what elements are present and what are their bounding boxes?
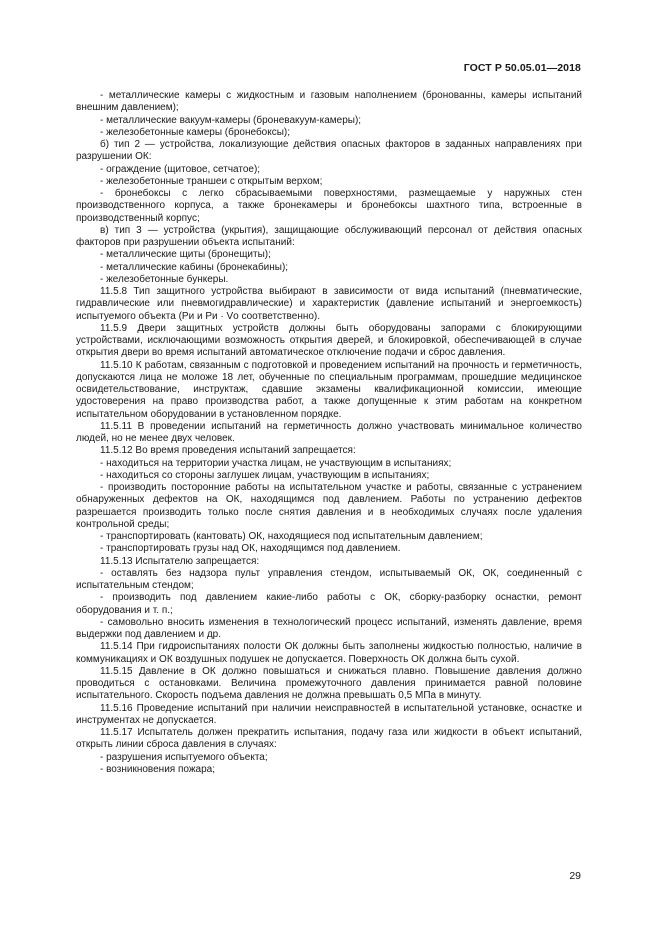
paragraph: 11.5.14 При гидроиспытаниях полости ОК должны быть заполнены жидкостью полностью, наличие в коммуникациях и ОК воздушных подушек не допускается. Поверхность ОК должна быть сухой. [76, 641, 582, 665]
paragraph: - железобетонные траншеи с открытым верхом; [100, 175, 323, 187]
paragraph: - бронебоксы с легко сбрасываемыми поверхностями, размещаемые у наружных стен производственного корпуса, а также бронекамеры и бронебоксы шахтного типа, встроенные в производственный корпус; [76, 188, 582, 224]
paragraph: - металлические вакуум-камеры (броневакуум-камеры); [100, 114, 362, 126]
paragraph: 11.5.13 Испытателю запрещается: [100, 555, 260, 567]
paragraph: 11.5.8 Тип защитного устройства выбирают в зависимости от вида испытаний (пневматические, гидравлические или пневмогидравлические) и характеристик (давление испытаний и энергоемкость) испытуемого объекта (Pи и Pи · Vо соответственно). [76, 286, 582, 322]
paragraph: - транспортировать (кантовать) ОК, находящиеся под испытательным давлением; [100, 531, 483, 542]
paragraph: - находиться на территории участка лицам, не участвующим в испытаниях; [100, 457, 452, 469]
paragraph: 11.5.10 К работам, связанным с подготовкой и проведением испытаний на прочность и герметичность, допускаются лица не моложе 18 лет, обученные по специальным программам, прошедшие медицинское освидетельствование, инструктаж, сдавшие экзамены квалификационной комиссии, имеющие удостоверения на право производства работ, а также допущенные к этим работам на конкретном испытательном оборудовании в установленном порядке. [76, 359, 582, 420]
paragraph: - металлические щиты (бронещиты); [100, 249, 271, 261]
paragraph: - оставлять без надзора пульт управления стендом, испытываемый ОК, ОК, соединенный с испытательным стендом; [76, 567, 582, 591]
paragraph: 11.5.17 Испытатель должен прекратить испытания, подачу газа или жидкости в объект испытаний, открыть линии сброса давления в случаях: [76, 727, 582, 751]
document-body [76, 90, 582, 776]
paragraph: - железобетонные бункеры. [100, 273, 229, 285]
paragraph: 11.5.12 Во время проведения испытаний запрещается: [100, 445, 356, 457]
paragraph: - ограждение (щитовое, сетчатое); [100, 163, 261, 175]
paragraph: - железобетонные камеры (бронебоксы); [100, 126, 291, 138]
paragraph: - находиться со стороны заглушек лицам, участвующим в испытаниях; [100, 469, 430, 481]
paragraph: - самовольно вносить изменения в технологический процесс испытаний, изменять давление, время выдержки под давлением и др. [76, 616, 582, 640]
paragraph: - производить под давлением какие-либо работы с ОК, сборку-разборку оснастки, ремонт оборудования и т. п.; [76, 592, 582, 616]
paragraph: - возникновения пожара; [100, 763, 215, 775]
paragraph: - металлические кабины (бронекабины); [100, 261, 289, 273]
page-number: 29 [569, 870, 581, 882]
paragraph: б) тип 2 — устройства, локализующие действия опасных факторов в заданных направлениях при разрушении ОК: [76, 139, 582, 163]
paragraph: - металлические камеры с жидкостным и газовым наполнением (бронованны, камеры испытаний внешним давлением); [76, 90, 582, 114]
paragraph: 11.5.9 Двери защитных устройств должны быть оборудованы запорами с блокирующими устройствами, исключающими возможность открытия дверей, и блокировкой, обеспечивающей в случае открытия двери во время испытаний автоматическое отключение подачи и сброс давления. [76, 322, 582, 359]
paragraph: - производить посторонние работы на испытательном участке и работы, связанные с устранением обнаруженных дефектов на ОК, находящимся под давлением. Работы по устранению дефектов разрешается производить только после снятия давления и в необходимых случаях после удаления контрольной среды; [76, 482, 582, 530]
paragraph: 11.5.15 Давление в ОК должно повышаться и снижаться плавно. Повышение давления должно проводиться с остановками. Величина промежуточного давления принимается равной половине испытательного. Скорость подъема давления не должна превышать 0,5 МПа в минуту. [76, 665, 582, 702]
paragraph: - разрушения испытуемого объекта; [100, 751, 268, 763]
paragraph: 11.5.11 В проведении испытаний на герметичность должно участвовать минимальное количество людей, но не менее двух человек. [76, 420, 582, 444]
paragraph: - транспортировать грузы над ОК, находящимся под давлением. [100, 543, 401, 555]
paragraph: в) тип 3 — устройства (укрытия), защищающие обслуживающий персонал от действия опасных факторов при разрушении объекта испытаний: [76, 224, 582, 248]
paragraph: 11.5.16 Проведение испытаний при наличии неисправностей в испытательной установке, оснастке и инструментах не допускается. [76, 702, 582, 726]
document-code-header: ГОСТ Р 50.05.01—2018 [463, 62, 581, 74]
